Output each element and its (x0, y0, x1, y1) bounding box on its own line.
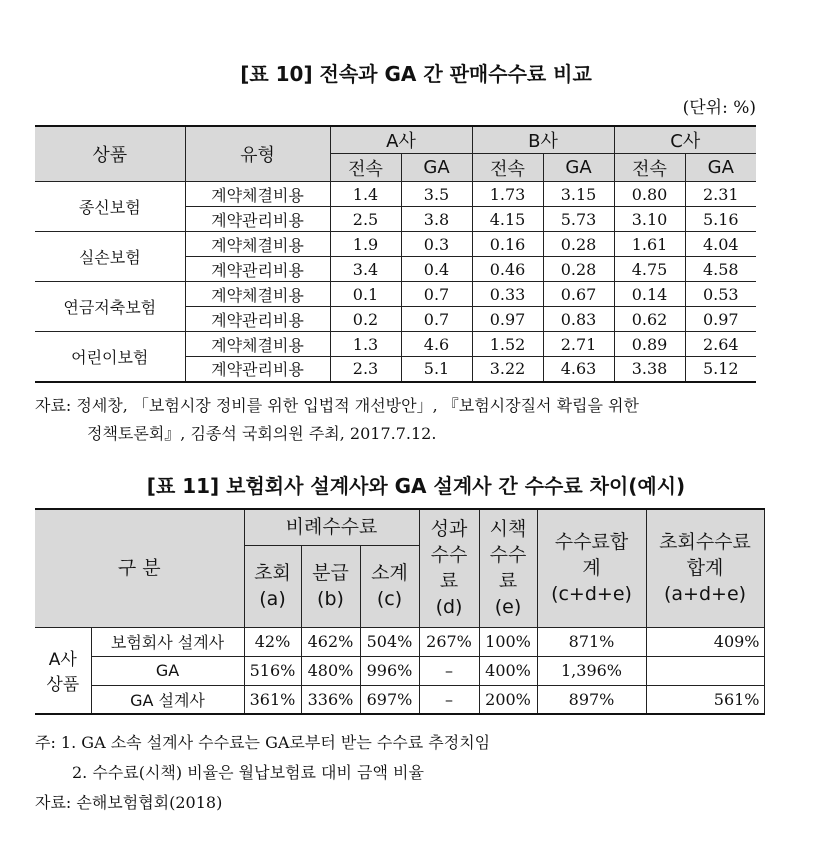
value-cell: 561% (646, 685, 764, 714)
value-cell: 0.33 (472, 282, 543, 307)
value-cell: 267% (419, 627, 479, 656)
value-cell: 0.14 (614, 282, 685, 307)
type-cell: 계약관리비용 (185, 357, 330, 382)
header-total (537, 509, 646, 627)
row-label: 보험회사 설계사 (91, 627, 244, 656)
value-cell: 996% (360, 656, 419, 685)
value-cell: 200% (479, 685, 537, 714)
value-cell: 4.04 (685, 232, 756, 257)
value-cell: 697% (360, 685, 419, 714)
header-product: 상품 (35, 126, 185, 182)
value-cell: 42% (244, 627, 301, 656)
value-cell: 2.5 (330, 207, 401, 232)
row-label: GA (91, 656, 244, 685)
value-cell: 4.6 (401, 332, 472, 357)
value-cell: 2.3 (330, 357, 401, 382)
header-subtotal (360, 545, 419, 627)
header-first (244, 545, 301, 627)
type-cell: 계약체결비용 (185, 182, 330, 207)
value-cell: 0.97 (685, 307, 756, 332)
table10-source (35, 392, 775, 448)
value-cell: 3.10 (614, 207, 685, 232)
value-cell: 3.8 (401, 207, 472, 232)
value-cell: 0.4 (401, 257, 472, 282)
value-cell: 0.3 (401, 232, 472, 257)
value-cell: 0.28 (543, 257, 614, 282)
value-cell: 5.1 (401, 357, 472, 382)
header-first-sym: (a) (259, 588, 286, 610)
value-cell: 0.89 (614, 332, 685, 357)
header-installment-label: 분급 (312, 562, 349, 584)
value-cell: 1.3 (330, 332, 401, 357)
product-cell: 실손보험 (35, 232, 185, 282)
value-cell: 5.73 (543, 207, 614, 232)
value-cell: 3.5 (401, 182, 472, 207)
value-cell: 0.16 (472, 232, 543, 257)
value-cell: 1,396% (537, 656, 646, 685)
value-cell: 409% (646, 627, 764, 656)
value-cell: 0.83 (543, 307, 614, 332)
table-row (35, 685, 764, 714)
value-cell: 2.31 (685, 182, 756, 207)
row-label: GA 설계사 (91, 685, 244, 714)
header-exclusive: 전속 (614, 154, 685, 182)
type-cell: 계약관리비용 (185, 207, 330, 232)
value-cell: 0.80 (614, 182, 685, 207)
header-company-a: A사 (330, 126, 472, 154)
value-cell: 1.73 (472, 182, 543, 207)
table-row (35, 627, 764, 656)
header-type: 유형 (185, 126, 330, 182)
header-performance-sym: (d) (435, 596, 463, 619)
note-2: 2. 수수료(시책) 비율은 월납보험료 대비 금액 비율 (72, 763, 424, 782)
table11 (35, 508, 765, 715)
value-cell: 0.7 (401, 307, 472, 332)
value-cell: – (419, 656, 479, 685)
header-company-b: B사 (472, 126, 614, 154)
header-total-sym: (c+d+e) (551, 583, 632, 606)
table-row (35, 656, 764, 685)
value-cell: 1.52 (472, 332, 543, 357)
header-first-total (646, 509, 764, 627)
table-row (35, 282, 756, 307)
header-first-label: 초회 (254, 562, 291, 584)
value-cell: 4.15 (472, 207, 543, 232)
value-cell: 100% (479, 627, 537, 656)
group-cell: A사 상품 (35, 627, 91, 714)
value-cell: 1.61 (614, 232, 685, 257)
table10 (35, 125, 756, 383)
value-cell: – (419, 685, 479, 714)
value-cell: 0.46 (472, 257, 543, 282)
header-total-label: 수수료합계 (554, 531, 629, 580)
value-cell: 516% (244, 656, 301, 685)
value-cell: 0.67 (543, 282, 614, 307)
type-cell: 계약체결비용 (185, 282, 330, 307)
header-exclusive: 전속 (330, 154, 401, 182)
note-1: 주: 1. GA 소속 설계사 수수료는 GA로부터 받는 수수료 추정치임 (35, 733, 491, 752)
value-cell: 4.58 (685, 257, 756, 282)
value-cell: 462% (301, 627, 360, 656)
header-company-c: C사 (614, 126, 756, 154)
value-cell: 0.62 (614, 307, 685, 332)
type-cell: 계약체결비용 (185, 232, 330, 257)
header-installment (301, 545, 360, 627)
product-cell: 연금저축보험 (35, 282, 185, 332)
source-line: 자료: 정세창, 「보험시장 정비를 위한 입법적 개선방안」, 『보험시장질서 확립을 위한 (35, 396, 639, 415)
header-performance (419, 509, 479, 627)
value-cell (646, 656, 764, 685)
header-promotion (479, 509, 537, 627)
value-cell: 1.9 (330, 232, 401, 257)
value-cell: 0.2 (330, 307, 401, 332)
header-subtotal-label: 소계 (371, 562, 408, 584)
table-row (35, 182, 756, 207)
value-cell: 0.53 (685, 282, 756, 307)
value-cell: 336% (301, 685, 360, 714)
value-cell: 0.28 (543, 232, 614, 257)
value-cell: 897% (537, 685, 646, 714)
value-cell: 1.4 (330, 182, 401, 207)
type-cell: 계약체결비용 (185, 332, 330, 357)
table-row (35, 332, 756, 357)
table10-title: [표 10] 전속과 GA 간 판매수수료 비교 (240, 62, 592, 86)
product-cell: 어린이보험 (35, 332, 185, 382)
header-category: 구 분 (35, 509, 244, 627)
header-ga: GA (685, 154, 756, 182)
value-cell: 4.75 (614, 257, 685, 282)
table11-notes (35, 728, 795, 818)
header-first-total-sym: (a+d+e) (663, 583, 747, 606)
value-cell: 871% (537, 627, 646, 656)
value-cell: 361% (244, 685, 301, 714)
value-cell: 0.97 (472, 307, 543, 332)
type-cell: 계약관리비용 (185, 307, 330, 332)
value-cell: 0.7 (401, 282, 472, 307)
header-exclusive: 전속 (472, 154, 543, 182)
product-cell: 종신보험 (35, 182, 185, 232)
value-cell: 2.64 (685, 332, 756, 357)
type-cell: 계약관리비용 (185, 257, 330, 282)
value-cell: 504% (360, 627, 419, 656)
table11-source: 자료: 손해보험협회(2018) (35, 793, 223, 812)
value-cell: 3.38 (614, 357, 685, 382)
header-promotion-sym: (e) (494, 596, 522, 619)
header-ga: GA (543, 154, 614, 182)
header-performance-label: 성과수수료 (430, 518, 468, 593)
header-promotion-label: 시책수수료 (489, 518, 527, 593)
value-cell: 3.22 (472, 357, 543, 382)
source-line: 정책토론회』, 김종석 국회의원 주최, 2017.7.12. (87, 424, 437, 443)
value-cell: 400% (479, 656, 537, 685)
value-cell: 3.4 (330, 257, 401, 282)
value-cell: 4.63 (543, 357, 614, 382)
table-row (35, 232, 756, 257)
value-cell: 2.71 (543, 332, 614, 357)
header-subtotal-sym: (c) (376, 588, 403, 610)
value-cell: 5.12 (685, 357, 756, 382)
table11-title: [표 11] 보험회사 설계사와 GA 설계사 간 수수료 차이(예시) (146, 474, 686, 498)
header-ga: GA (401, 154, 472, 182)
header-installment-sym: (b) (317, 588, 344, 610)
header-proportional: 비례수수료 (244, 509, 419, 545)
value-cell: 480% (301, 656, 360, 685)
table10-unit: (단위: %) (682, 98, 756, 118)
header-first-total-label: 초회수수료합계 (659, 531, 751, 580)
value-cell: 0.1 (330, 282, 401, 307)
value-cell: 5.16 (685, 207, 756, 232)
value-cell: 3.15 (543, 182, 614, 207)
